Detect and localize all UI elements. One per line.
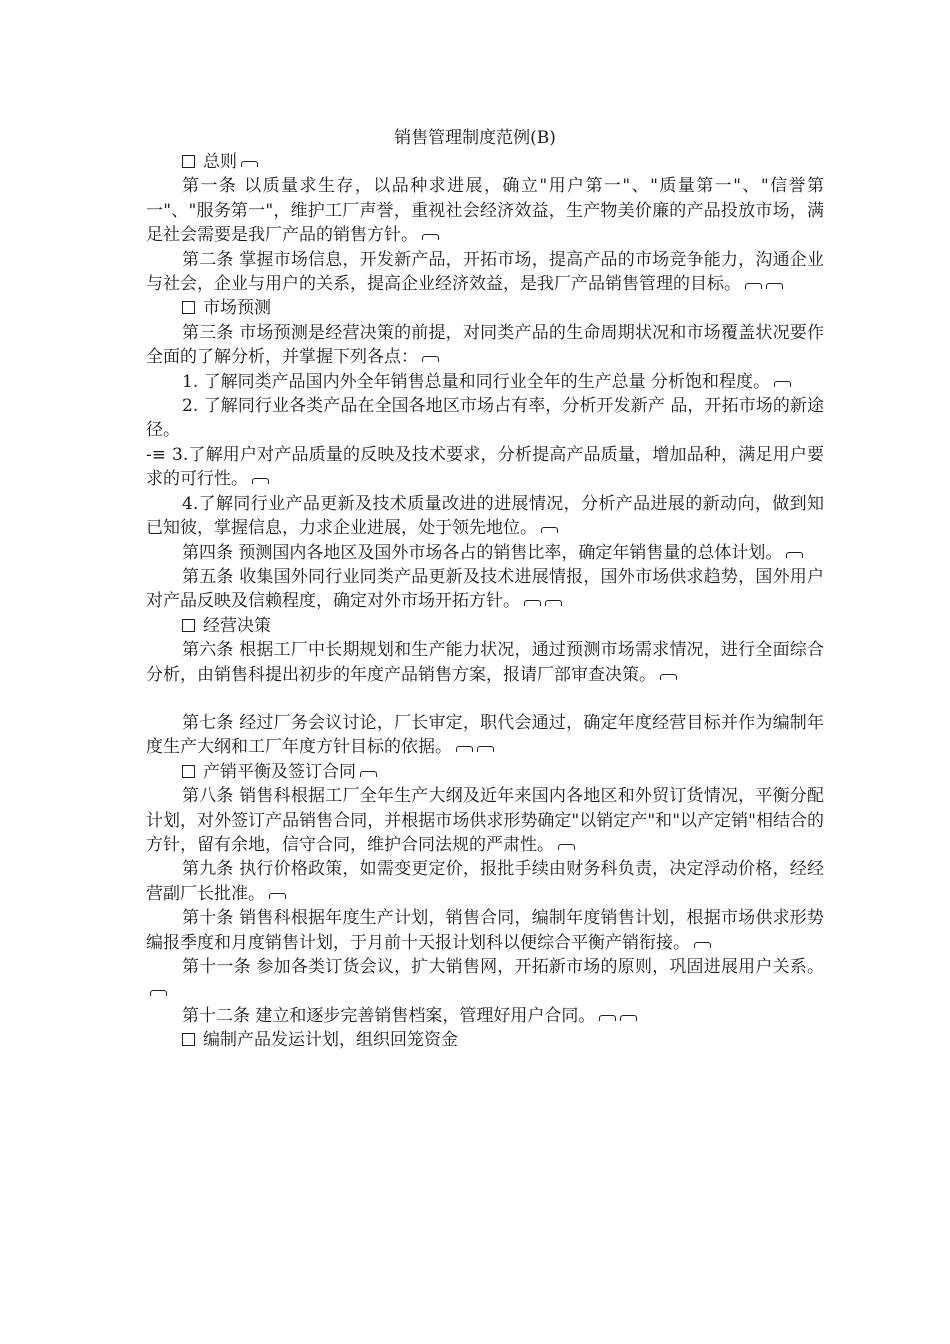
checkbox-square-icon [182, 1033, 195, 1046]
paragraph-mark-icon [360, 771, 377, 777]
article-11: 第十一条 参加各类订货会议，扩大销售网，开拓新市场的原则，巩固进展用户关系。 [146, 955, 824, 1004]
paragraph-mark-icon [422, 356, 439, 362]
article-12: 第十二条 建立和逐步完善销售档案，管理好用户合同。 [146, 1004, 824, 1028]
document-title: 销售管理制度范例(B) [394, 128, 556, 148]
checkbox-square-icon [182, 765, 195, 778]
paragraph-mark-icon [694, 942, 711, 948]
list-item-1: 1. 了解同类产品国内外全年销售总量和同行业全年的生产总量 分析饱和程度。 [146, 370, 824, 394]
checkbox-square-icon [182, 619, 195, 632]
paragraph-mark-icon [456, 746, 473, 752]
section-heading: 总则 [146, 150, 824, 174]
section-heading: 市场预测 [146, 296, 824, 320]
article-3: 第三条 市场预测是经营决策的前提，对同类产品的生命周期状况和市场覆盖状况要作全面的了解分析，并掌握下列各点： [146, 322, 824, 368]
paragraph-mark-icon [786, 552, 803, 558]
list-item-3: -≡ 3.了解用户对产品质量的反映及技术要求，分析提高产品质量，增加品种，满足用户要求的可行性。 [146, 444, 824, 490]
list-item-4: 4.了解同行业产品更新及技术质量改进的进展情况，分析产品进展的新动向，做到知已知彼，掌握信息，力求企业进展，处于领先地位。 [146, 493, 824, 539]
paragraph-mark-icon [477, 746, 494, 752]
paragraph-mark-icon [269, 893, 286, 899]
article-6: 第六条 根据工厂中长期规划和生产能力状况，通过预测市场需求情况，进行全面综合分析，由销售科提出初步的年度产品销售方案，报请厂部审查决策。 [146, 640, 824, 685]
section-heading: 产销平衡及签订合同 [146, 760, 824, 784]
list-item-2: 2. 了解同行业各类产品在全国各地区市场占有率，分析开发新产 品，开拓市场的新途径。 [146, 396, 824, 441]
article-4: 第四条 预测国内各地区及国外市场各占的销售比率，确定年销售量的总体计划。 [146, 541, 824, 565]
article-8: 第八条 销售科根据工厂全年生产大纲及近年来国内各地区和外贸订货情况，平衡分配计划，对外签订产品销售合同，并根据市场供求形势确定"以销定产"和"以产定销"相结合的方针，留有余地，信守合同，维护合同法规的严肃性。 [146, 786, 824, 855]
paragraph-mark-icon [241, 161, 258, 167]
section-heading: 经营决策 [146, 614, 824, 638]
paragraph-mark-icon [599, 1015, 616, 1021]
paragraph-mark-icon [558, 844, 575, 850]
paragraph-mark-icon [745, 283, 762, 289]
article-9: 第九条 执行价格政策，如需变更定价，报批手续由财务科负责，决定浮动价格，经经营副厂长批准。 [146, 859, 824, 904]
article-2: 第二条 掌握市场信息，开发新产品，开拓市场，提高产品的市场竞争能力，沟通企业与社会，企业与用户的关系，提高企业经济效益，是我厂产品销售管理的目标。 [146, 249, 824, 295]
article-10: 第十条 销售科根据年度生产计划，销售合同，编制年度销售计划，根据市场供求形势编报季度和月度销售计划，于月前十天报计划科以便综合平衡产销衔接。 [146, 908, 824, 953]
paragraph-mark-icon [774, 381, 791, 387]
article-7: 第七条 经过厂务会议讨论，厂长审定，职代会通过，确定年度经营目标并作为编制年度生产大纲和工厂年度方针目标的依据。 [146, 712, 824, 758]
paragraph-mark-icon [150, 990, 167, 996]
checkbox-square-icon [182, 155, 195, 168]
section-heading: 编制产品发运计划，组织回笼资金 [146, 1028, 824, 1052]
checkbox-square-icon [182, 301, 195, 314]
paragraph-mark-icon [252, 478, 269, 484]
paragraph-mark-icon [545, 600, 562, 606]
paragraph-mark-icon [660, 674, 677, 680]
article-1: 第一条 以质量求生存，以品种求进展，确立"用户第一"、"质量第一"、"信誉第一"、"服务第一"，维护工厂声誉，重视社会经济效益，生产物美价廉的产品投放市场，满足社会需要是我厂产品的销售方针。 [146, 176, 824, 246]
paragraph-mark-icon [422, 234, 439, 240]
document-body [146, 150, 824, 1053]
stray-mark: -≡ [146, 444, 166, 465]
paragraph-mark-icon [620, 1015, 637, 1021]
paragraph-mark-icon [766, 283, 783, 289]
article-5: 第五条 收集国外同行业同类产品更新及技术进展情报，国外市场供求趋势，国外用户对产品反映及信赖程度，确定对外市场开拓方针。 [146, 566, 824, 612]
paragraph-mark-icon [541, 527, 558, 533]
paragraph-mark-icon [524, 600, 541, 606]
